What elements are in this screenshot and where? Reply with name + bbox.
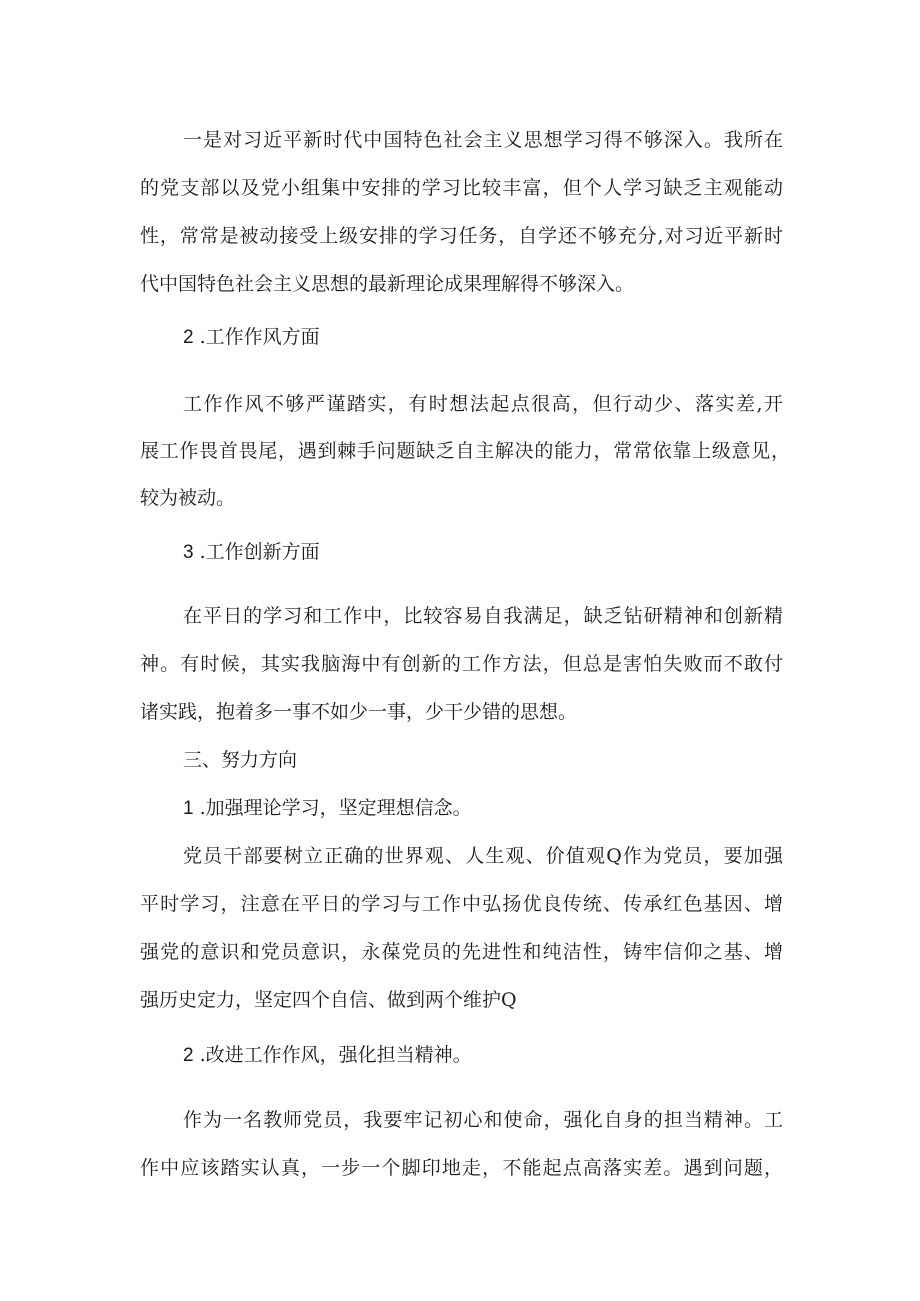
- paragraph-line: 强历史定力，坚定四个自信、做到两个维护Q: [140, 989, 517, 1011]
- paragraph-line: 一是对习近平新时代中国特色社会主义思想学习得不够深入。我所在: [183, 129, 783, 151]
- heading-text: .工作创新方面: [199, 541, 320, 563]
- paragraph-line: 强党的意识和党员意识，永葆党员的先进性和纯洁性，铸牢信仰之基、增: [140, 941, 783, 963]
- heading-number: 1: [183, 798, 194, 819]
- heading-text: .改进工作作风，强化担当精神。: [199, 1044, 472, 1066]
- subsection-heading: [183, 796, 472, 821]
- paragraph-line: 党员干部要树立正确的世界观、人生观、价值观Q作为党员，要加强: [183, 845, 783, 867]
- paragraph-line: 性，常常是被动接受上级安排的学习任务，自学还不够充分,对习近平新时: [140, 225, 783, 247]
- paragraph-line: 诸实践，抱着多一事不如少一事，少干少错的思想。: [140, 701, 578, 723]
- section-heading: [183, 540, 320, 565]
- paragraph-line: 在平日的学习和工作中，比较容易自我满足，缺乏钻研精神和创新精: [183, 605, 783, 627]
- heading-text: .工作作风方面: [199, 326, 320, 348]
- section-heading: [183, 325, 320, 350]
- section-title: 三、努力方向: [183, 749, 298, 771]
- heading-number: 2: [183, 1045, 194, 1066]
- paragraph-line: 较为被动。: [140, 487, 236, 509]
- heading-number: 2: [183, 327, 194, 348]
- subsection-heading: [183, 1043, 472, 1068]
- paragraph-line: 平时学习，注意在平日的学习与工作中弘扬优良传统、传承红色基因、增: [140, 893, 783, 915]
- paragraph-line: 展工作畏首畏尾，遇到棘手问题缺乏自主解决的能力，常常依靠上级意见，: [140, 440, 790, 462]
- heading-number: 3: [183, 542, 194, 563]
- paragraph-line: 代中国特色社会主义思想的最新理论成果理解得不够深入。: [140, 273, 635, 295]
- paragraph-line: 神。有时候，其实我脑海中有创新的工作方法，但总是害怕失败而不敢付: [140, 653, 783, 675]
- paragraph-line: 工作作风不够严谨踏实，有时想法起点很高，但行动少、落实差,开: [183, 393, 783, 415]
- paragraph-line: 作为一名教师党员，我要牢记初心和使命，强化自身的担当精神。工: [183, 1109, 783, 1131]
- paragraph-line: 的党支部以及党小组集中安排的学习比较丰富，但个人学习缺乏主观能动: [140, 177, 783, 199]
- paragraph-line: 作中应该踏实认真，一步一个脚印地走，不能起点高落实差。遇到问题，: [140, 1157, 783, 1179]
- heading-text: .加强理论学习，坚定理想信念。: [199, 797, 472, 819]
